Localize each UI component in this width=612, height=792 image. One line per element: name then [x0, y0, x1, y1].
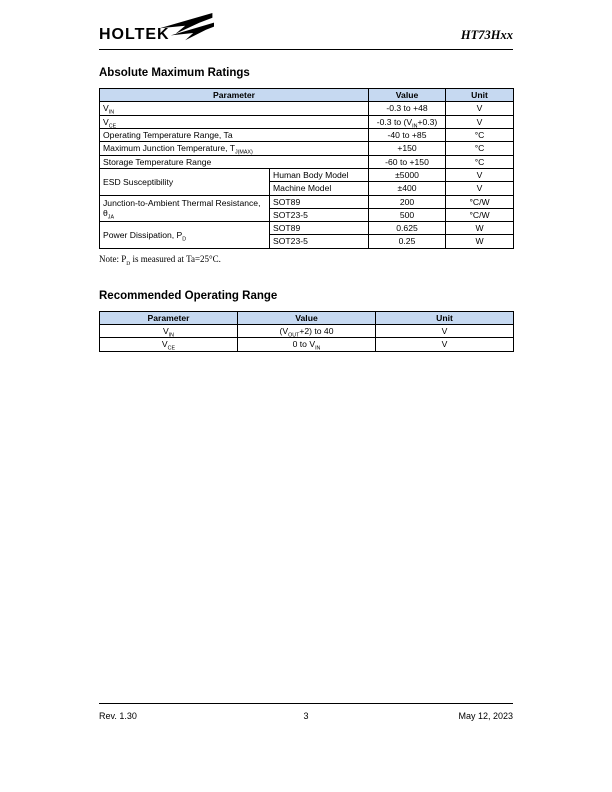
table-row — [100, 128, 514, 141]
value-cell: -0.3 to +48 — [369, 102, 446, 115]
table-row — [100, 102, 514, 115]
unit-cell: V — [446, 115, 514, 128]
subparam-cell: Machine Model — [270, 182, 369, 195]
page-footer — [99, 703, 513, 721]
unit-cell: V — [446, 168, 514, 181]
table-row — [100, 325, 514, 338]
footer-page-number: 3 — [303, 711, 309, 721]
unit-cell: V — [446, 182, 514, 195]
value-cell: 0.625 — [369, 222, 446, 235]
column-header-parameter: Parameter — [100, 311, 238, 324]
value-cell: ±400 — [369, 182, 446, 195]
recommended-operating-range-table — [99, 311, 514, 352]
subparam-cell: SOT23-5 — [270, 235, 369, 248]
document-title: HT73Hxx — [460, 28, 513, 42]
unit-cell: V — [446, 102, 514, 115]
group-label-cell: Power Dissipation, $P_D$ — [100, 222, 270, 249]
table-row — [100, 168, 514, 181]
param-cell: $V_{IN}$ — [100, 325, 238, 338]
group-label-cell: ESD Susceptibility — [100, 168, 270, 195]
param-cell: Operating Temperature Range, Ta — [100, 128, 369, 141]
table-header-row — [100, 311, 514, 324]
table-row — [100, 142, 514, 155]
unit-cell: °C — [446, 128, 514, 141]
table-row — [100, 115, 514, 128]
subparam-cell: SOT89 — [270, 195, 369, 208]
column-header-parameter: Parameter — [100, 89, 369, 102]
value-cell: 0.25 — [369, 235, 446, 248]
value-cell: -0.3 to $(V_{IN}+0.3)$ — [369, 115, 446, 128]
page-header — [99, 0, 513, 50]
subparam-cell: SOT23-5 — [270, 208, 369, 221]
table-row — [100, 338, 514, 351]
column-header-unit: Unit — [376, 311, 514, 324]
value-cell: ±5000 — [369, 168, 446, 181]
group-label-cell: Junction-to-Ambient Thermal Resistance, $\theta_{JA}$ — [100, 195, 270, 222]
holtek-logo — [99, 16, 214, 44]
subparam-cell: SOT89 — [270, 222, 369, 235]
unit-cell: V — [376, 338, 514, 351]
unit-cell: °C — [446, 142, 514, 155]
value-cell: 200 — [369, 195, 446, 208]
unit-cell: °C/W — [446, 195, 514, 208]
param-cell: $V_{CE}$ — [100, 338, 238, 351]
table-row — [100, 195, 514, 208]
column-header-value: Value — [369, 89, 446, 102]
unit-cell: °C/W — [446, 208, 514, 221]
table-header-row — [100, 89, 514, 102]
table-note: Note: $P_D$ is measured at Ta=25°C. — [99, 253, 221, 267]
value-cell: +150 — [369, 142, 446, 155]
page-content — [99, 0, 513, 352]
holtek-logo-text: HOLTEK — [99, 26, 170, 43]
value-cell: 500 — [369, 208, 446, 221]
footer-date: May 12, 2023 — [458, 711, 513, 721]
unit-cell: °C — [446, 155, 514, 168]
unit-cell: W — [446, 222, 514, 235]
absolute-maximum-ratings-table — [99, 88, 514, 249]
footer-revision: Rev. 1.30 — [99, 711, 137, 721]
value-cell: -40 to +85 — [369, 128, 446, 141]
table-row — [100, 222, 514, 235]
column-header-unit: Unit — [446, 89, 514, 102]
section-title-recommended-operating-range: Recommended Operating Range — [99, 289, 278, 302]
param-cell: $V_{CE}$ — [100, 115, 369, 128]
holtek-logo-arrows-icon — [158, 13, 214, 41]
value-cell: -60 to +150 — [369, 155, 446, 168]
param-cell: $V_{IN}$ — [100, 102, 369, 115]
unit-cell: W — [446, 235, 514, 248]
unit-cell: V — [376, 325, 514, 338]
param-cell: Maximum Junction Temperature, $T_{J(MAX)}$ — [100, 142, 369, 155]
table-row — [100, 155, 514, 168]
value-cell: 0 to $V_{IN}$ — [238, 338, 376, 351]
subparam-cell: Human Body Model — [270, 168, 369, 181]
column-header-value: Value — [238, 311, 376, 324]
param-cell: Storage Temperature Range — [100, 155, 369, 168]
value-cell: $(V_{OUT}+2)$ to 40 — [238, 325, 376, 338]
section-title-absolute-maximum-ratings: Absolute Maximum Ratings — [99, 67, 250, 79]
